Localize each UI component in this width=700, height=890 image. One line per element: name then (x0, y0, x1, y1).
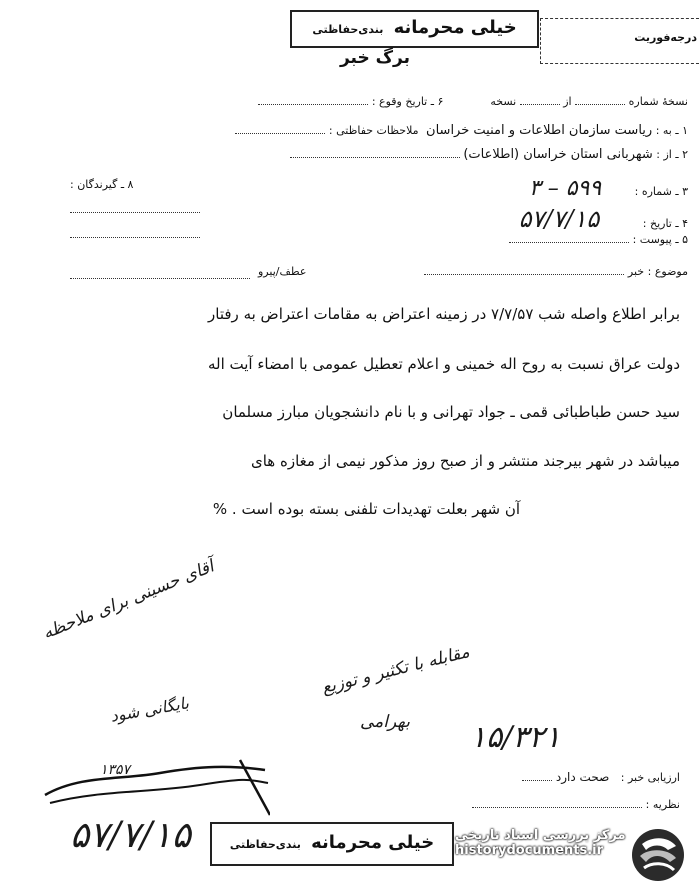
attachment-label: ۵ ـ پیوست : (632, 233, 688, 246)
copy-label: نسخه (490, 95, 517, 108)
number-row (529, 176, 688, 201)
date-row (519, 205, 688, 233)
event-date-label: ۶ ـ تاریخ وقوع : (371, 95, 444, 108)
reference-line (70, 278, 250, 279)
classification-subclass: بندی‌حفاظتی (312, 23, 384, 36)
footer-classification-stamp (210, 822, 454, 866)
handwritten-note-1: آقای حسینی برای ملاحظه (40, 556, 217, 644)
classification-text: خیلی محرمانه (393, 17, 517, 38)
archive-logo-icon (628, 826, 688, 884)
watermark-text (455, 828, 626, 858)
date-value: ۵۷/۷/۱۵ (518, 205, 600, 233)
recipients-line-2 (70, 237, 200, 238)
urgency-label: درجه‌فوریت (634, 31, 697, 44)
from-row (290, 147, 688, 162)
classification-stamp (290, 10, 539, 48)
subject-value: خبر (627, 265, 645, 278)
protection-note-label: ملاحظات حفاظتی : (328, 124, 419, 137)
handwritten-number: ۱۵/۳۲۱ (470, 720, 561, 755)
handwritten-date: ۵۷/۷/۱۵ (70, 815, 191, 856)
recipients-line-1 (70, 212, 200, 213)
body-line-5: آن شهر بعلت تهدیدات تلفنی بسته بوده است . % (212, 500, 520, 518)
copy-number-row (258, 95, 688, 108)
of-label: از (563, 95, 572, 108)
urgency-box (540, 18, 700, 64)
to-label: ۱ ـ به : (655, 124, 688, 137)
recipients-label: ۸ ـ گیرندگان : (70, 178, 134, 191)
from-value: شهربانی استان خراسان (اطلاعات) (463, 147, 653, 162)
evaluation-row (522, 770, 680, 784)
to-value: ریاست سازمان اطلاعات و امنیت خراسان (426, 123, 653, 138)
subject-label: موضوع : (647, 265, 688, 278)
watermark-url: historydocuments.ir (455, 843, 604, 858)
from-label: ۲ ـ از : (656, 148, 688, 161)
to-row (235, 123, 688, 138)
date-label: ۴ ـ تاریخ : (642, 217, 688, 230)
handwritten-note-2: بایگانی شود (108, 693, 191, 726)
handwritten-signature: بهرامی (360, 712, 410, 732)
body-line-1: برابر اطلاع واصله شب ۷/۷/۵۷ در زمینه اعتراض به مقامات اعتراض به رفتار (208, 305, 680, 323)
form-title: برگ خبر (339, 48, 411, 68)
subject-row (424, 265, 688, 278)
footer-classification-subclass: بندی‌حفاظتی (229, 838, 301, 851)
number-value: ۵۹۹ – ۳ (528, 176, 602, 201)
opinion-row (472, 798, 680, 811)
footer-classification-text: خیلی محرمانه (311, 832, 435, 853)
recipients-row (70, 178, 133, 191)
body-line-3: سید حسن طباطبائی قمی ـ جواد تهرانی و با نام دانشجویان مبارز مسلمان (222, 403, 680, 421)
body-line-4: میباشد در شهر بیرجند منتشر و از صبح روز مذکور نیمی از مغازه های (251, 452, 680, 470)
body-line-2: دولت عراق نسبت به روح اله خمینی و اعلام تعطیل عمومی با امضاء آیت اله (207, 355, 680, 373)
reference-label: عطف/پیرو (258, 265, 307, 278)
watermark-org: مرکز بررسی اسناد تاریخی (455, 828, 626, 843)
evaluation-value: صحت دارد (555, 770, 610, 784)
evaluation-label: ارزیابی خبر : (620, 771, 680, 784)
attachment-row (509, 233, 688, 246)
copy-number-label: نسخهٔ شماره (628, 95, 688, 108)
handwritten-center-note: مقابله با تکثیر و توزیع (319, 641, 472, 699)
number-label: ۳ ـ شماره : (634, 185, 688, 198)
opinion-label: نظریه : (645, 798, 680, 811)
handwritten-scribble: ۱۳۵۷ (100, 762, 131, 778)
